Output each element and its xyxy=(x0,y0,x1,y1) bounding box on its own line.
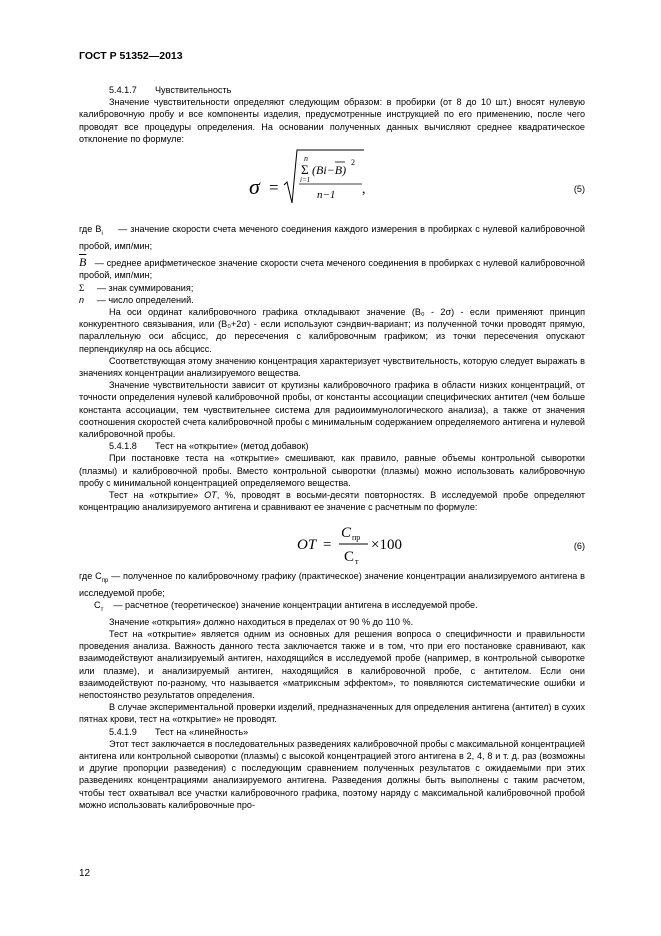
paragraph-recovery-setup: При постановке теста на «открытие» смешивают, как правило, равные объемы контрольной сыворотки (плазмы) и калибровочной пробы. Вместо контрольной сыворотки (плазмы) можно использовать калибровочную пробу с минимальной концентрацией определяемого вещества. xyxy=(79,453,585,488)
formula-number-6: (6) xyxy=(573,540,585,551)
formula-sum-top: n xyxy=(304,154,308,164)
section-title: Тест на «открытие» (метод добавок) xyxy=(155,441,309,452)
paragraph-recovery-test xyxy=(79,489,585,513)
paragraph-ordinate: На оси ординат калибровочного графика откладывают значение (B₀ - 2σ) - если применяют принцип конкурентного связывания, или (B₀+2σ) - если используют сэндвич-вариант; из полученной точки проводят прямую, параллельную оси абсцисс, до пересечения с калибровочным графиком; из точки пересечения опускают перпендикуляр на ось абсцисс. xyxy=(79,307,585,354)
formula-number-5: (5) xyxy=(573,184,585,195)
definition-bi-text: — значение скорости счета меченого соединения каждого измерения в пробирках с нулевой калибровочной пробой, имп/мин; xyxy=(79,224,585,252)
definition-sum-text: — знак суммирования; xyxy=(96,282,194,293)
formula-power: 2 xyxy=(351,158,355,168)
symbol-sum: Σ xyxy=(79,282,85,293)
recovery-text-b: , %, проводят в восьми-десяти повторностях. В исследуемой пробе определяют концентрацию анализируемого антигена и сравнивают ее значение с расчетным по формуле: xyxy=(79,490,586,513)
standard-header: ГОСТ Р 51352—2013 xyxy=(79,50,183,62)
definition-bi xyxy=(79,223,585,252)
definition-n-text: — число определений. xyxy=(96,294,194,305)
symbol-ct: C xyxy=(94,599,101,610)
symbol-n: n xyxy=(79,294,85,305)
where-word: где xyxy=(79,224,93,235)
paragraph-recovery-range: Значение «открытия» должно находиться в пределах от 90 % до 110 %. xyxy=(109,616,414,627)
section-number: 5.4.1.7 xyxy=(109,85,137,95)
paragraph-concentration: Соответствующая этому значению концентрация характеризует чувствительность, которую следует выражать в значениях концентрации анализируемого вещества. xyxy=(79,355,585,379)
symbol-bbar: $\overline{B}$ xyxy=(79,255,87,270)
symbol-cpr-sub: пр xyxy=(101,577,109,584)
definition-ct-text: — расчетное (теоретическое) значение концентрации антигена в исследуемой пробе. xyxy=(113,599,478,610)
section-heading-5-4-1-7 xyxy=(79,84,585,96)
formula-5 xyxy=(79,145,585,223)
formula-6-equals: = xyxy=(323,536,332,553)
definition-cpr-text: — полученное по калибровочному графику (практическое) значение концентрации анализируемого антигена в исследуемой пробе; xyxy=(79,570,585,598)
paragraph-dried-blood: В случае экспериментальной проверки изделий, предназначенных для определения антигена (антител) в сухих пятнах крови, тест на «открытие» не проводят. xyxy=(79,702,585,725)
section-number: 5.4.1.9 xyxy=(109,726,137,737)
formula-equals: = xyxy=(269,178,279,198)
symbol-bi-sub: i xyxy=(101,230,103,237)
paragraph-linearity: Этот тест заключается в последовательных разведениях калибровочной пробы с максимальной концентрацией антигена или контрольной сыворотки (плазмы) с высокой концентрацией этого антигена в 2, 4, 8 и т. д. раз (возможны и другие пропорции разведения) с последующим сравнением полученных результатов с ожидаемыми при этих разведениях концентрациями анализируемого антигена. Разведения должны быть выполнены с таким расчетом, чтобы тест охватывал все участки калибровочного графика, поэтому наряду с максимальной калибровочной пробой можно использовать калибровочные про- xyxy=(79,738,585,810)
formula-sigma: σ xyxy=(249,174,260,200)
formula-denominator: n−1 xyxy=(317,189,336,202)
section-heading-5-4-1-9 xyxy=(79,726,585,738)
symbol-cpr: C xyxy=(95,570,102,581)
formula-c-t: C xyxy=(344,548,355,565)
document-body xyxy=(79,84,585,811)
formula-6 xyxy=(79,516,585,570)
formula-c-t-sub: т xyxy=(355,556,359,566)
paragraph-sensitivity-method: Значение чувствительности определяют следующим образом: в пробирки (от 8 до 10 шт.) вносят нулевую калибровочную пробу и все компоненты изделия, предусмотренные инструкцией по его применению, после чего проводят все процедуры определения. На основании полученных данных вычисляют среднее квадратическое отклонение по формуле: xyxy=(79,97,585,144)
formula-6-graphic xyxy=(79,516,585,570)
definition-ct xyxy=(79,599,585,616)
recovery-text-a: Тест на «открытие» xyxy=(109,490,205,501)
definition-n xyxy=(79,294,585,306)
definition-sum xyxy=(79,282,585,294)
formula-5-graphic xyxy=(79,145,585,223)
formula-c-pr: C xyxy=(341,524,352,541)
formula-sum-bottom: i=1 xyxy=(300,176,311,185)
formula-ot: OT xyxy=(297,536,317,553)
section-title: Тест на «линейность» xyxy=(155,726,249,737)
where-word: где xyxy=(79,570,93,581)
formula-numerator: (Bi−B) xyxy=(312,163,347,178)
symbol-bi: B xyxy=(95,224,102,235)
section-number: 5.4.1.8 xyxy=(109,441,137,452)
definition-bbar xyxy=(79,256,585,281)
paragraph-recovery-importance: Тест на «открытие» является одним из основных для решения вопроса о специфичности и правильности проведения анализа. Важность данного теста заключается также и в том, что при его постановке сравнивают, как взаимодействуют анализируемый антиген, находящийся в исследуемой пробе (например, в контрольной сыворотке или плазме), и анализируемый антиген, находящийся в калибровочной пробе, с антителом. Если они взаимодействуют по-разному, что называется «матриксным эффектом», то появляются систематические ошибки и непостоянство результатов определения. xyxy=(79,628,585,700)
formula-comma: , xyxy=(362,182,366,198)
definition-bbar-text: — среднее арифметическое значение скорости счета меченого соединения в пробирках с нулевой калибровочной пробой, имп/мин; xyxy=(79,258,585,281)
definition-cpr xyxy=(79,570,585,599)
formula-c-pr-sub: пр xyxy=(352,532,361,542)
formula-sum-sign: Σ xyxy=(301,162,309,178)
symbol-ct-sub: т xyxy=(100,606,104,613)
formula-times-100: ×100 xyxy=(371,536,402,553)
section-title: Чувствительность xyxy=(155,85,232,95)
recovery-ot: ОТ xyxy=(204,490,217,501)
page-number: 12 xyxy=(79,868,91,879)
paragraph-sensitivity-depends: Значение чувствительности зависит от крутизны калибровочного графика в области низких концентраций, от точности определения нулевой калибровочной пробы, от константы ассоциации специфических антител (чем больше константа ассоциации, тем чувствительнее система для радиоиммунологического анализа), а также от значения соотношения скоростей счета калибровочной пробы с минимальным содержанием определяемого антигена и нулевой калибровочной пробы. xyxy=(79,380,585,440)
section-heading-5-4-1-8 xyxy=(79,440,585,452)
